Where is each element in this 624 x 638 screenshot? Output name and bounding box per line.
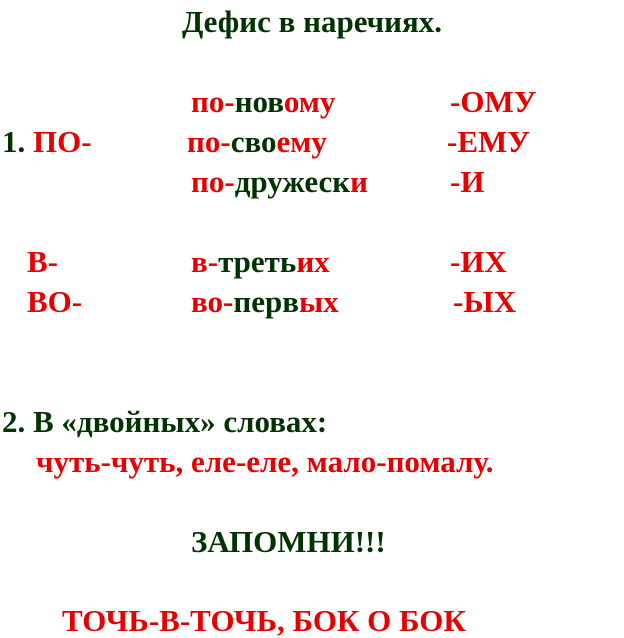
rule2-number: 2.: [2, 404, 26, 439]
ending-i: -И: [450, 164, 485, 199]
prefix-vo: ВО-: [27, 284, 83, 319]
example-ending: ему: [276, 124, 327, 159]
example-po-novomu: [191, 86, 335, 117]
example-stem: сво: [230, 124, 277, 159]
rule1-prefix: ПО-: [33, 124, 92, 159]
rule1-number: 1.: [2, 124, 26, 159]
prefix-v: В-: [27, 244, 58, 279]
remember-heading: ЗАПОМНИ!!!: [191, 524, 386, 559]
ending-omu: -ОМУ: [450, 84, 537, 119]
example-stem: нов: [234, 84, 284, 119]
example-ending: и: [350, 164, 368, 199]
example-stem: перв: [233, 284, 299, 319]
rule2-examples: чуть-чуть, еле-еле, мало-помалу.: [36, 444, 494, 479]
example-v-tretikh: [191, 246, 330, 277]
example-ending: их: [296, 244, 330, 279]
ending-ykh: -ЫХ: [453, 284, 517, 319]
example-prefix: по-: [191, 164, 235, 199]
example-ending: ых: [298, 284, 339, 319]
example-prefix: во-: [191, 284, 234, 319]
example-po-druzheski: [191, 166, 368, 197]
example-prefix: по-: [191, 84, 235, 119]
example-vo-pervykh: [191, 286, 339, 317]
rule2-heading: [2, 406, 327, 437]
example-stem: треть: [218, 244, 297, 279]
rule2-text: В «двойных» словах:: [33, 404, 328, 439]
example-prefix: по-: [187, 124, 231, 159]
example-prefix: в-: [191, 244, 219, 279]
ending-emu: -ЕМУ: [447, 124, 531, 159]
example-ending: ому: [283, 84, 336, 119]
ending-ikh: -ИХ: [450, 244, 507, 279]
example-stem: дружеск: [234, 164, 351, 199]
rule1-label: [2, 126, 92, 157]
example-po-svoemu: [187, 126, 327, 157]
exceptions-text: ТОЧЬ-В-ТОЧЬ, БОК О БОК: [62, 603, 466, 638]
page-title: Дефис в наречиях.: [181, 4, 443, 39]
